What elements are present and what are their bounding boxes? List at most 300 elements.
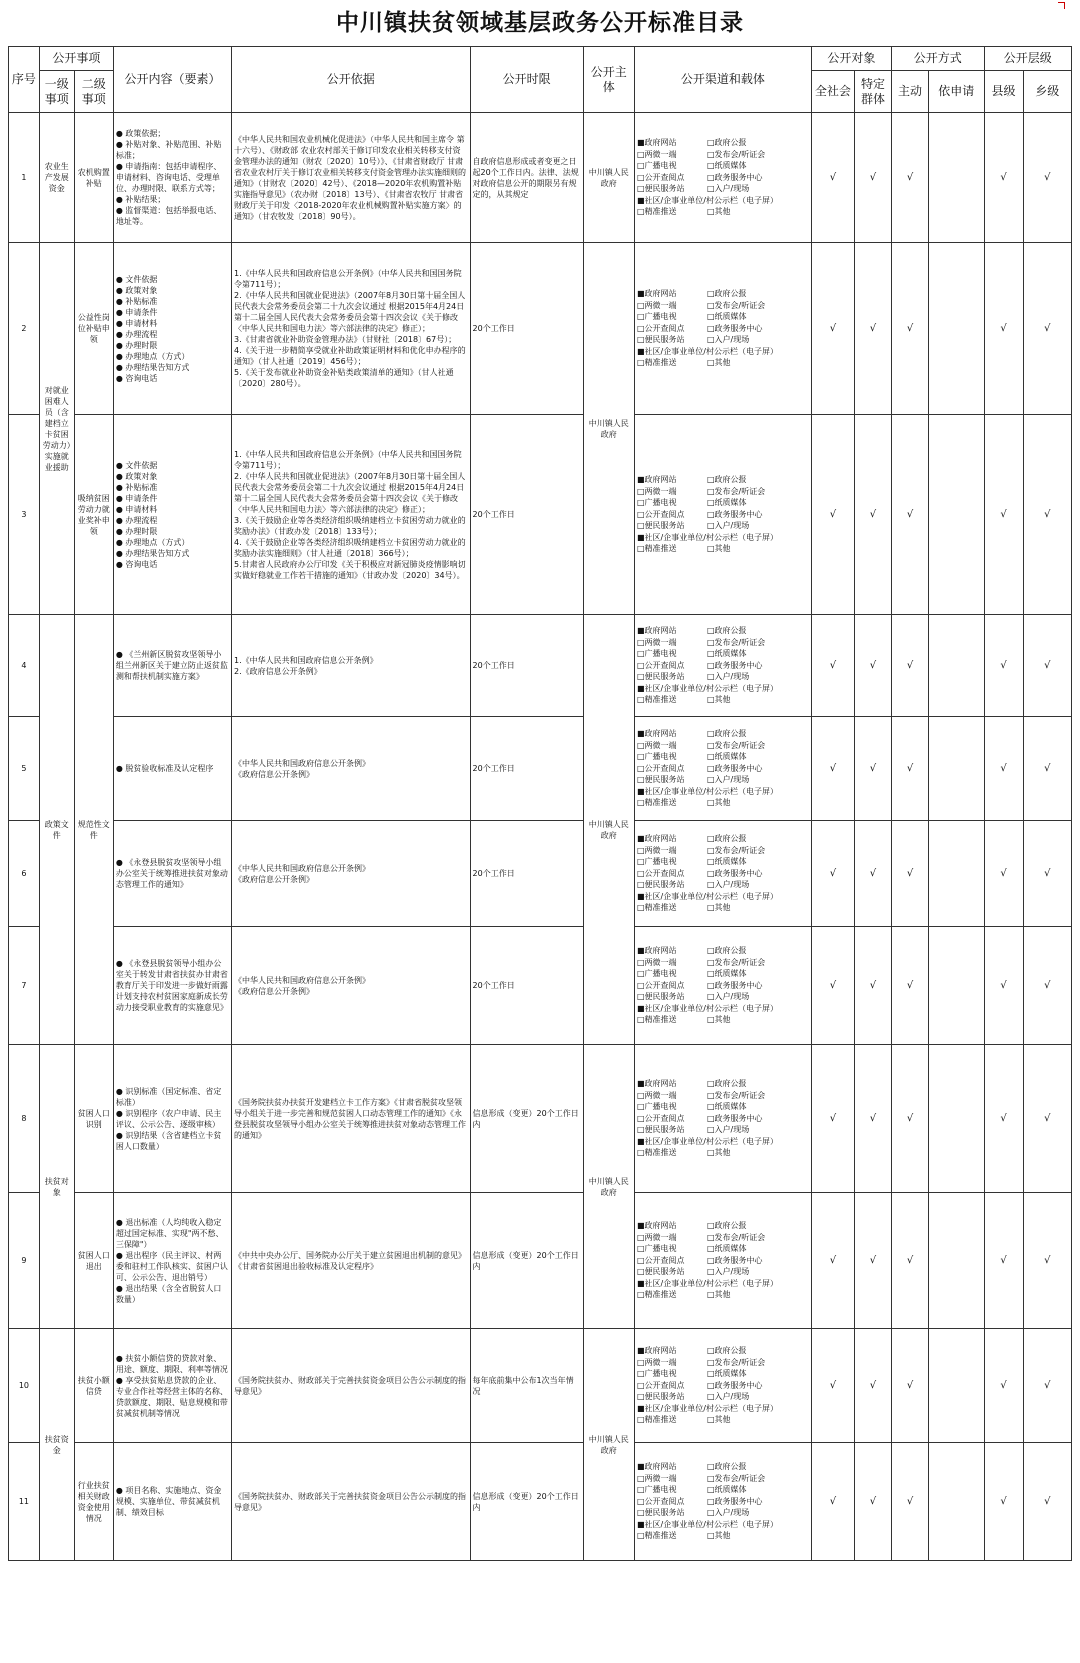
row-content [113, 821, 231, 927]
channel-option: □便民服务站 [637, 880, 685, 890]
row-check-mark: √ [854, 1329, 891, 1443]
row-check-mark [929, 243, 985, 415]
channel-option: ■社区/企事业单位/村公示栏（电子屏） [637, 195, 778, 205]
channel-option: □广播电视 [637, 1102, 677, 1112]
channel-option: □政务服务中心 [707, 763, 763, 773]
channel-option: □政务服务中心 [707, 172, 763, 182]
table-row [9, 1045, 1072, 1193]
channel-option: □便民服务站 [637, 1125, 685, 1135]
channel-option: □广播电视 [637, 161, 677, 171]
row-subject: 中川镇人民政府 [583, 1045, 634, 1329]
row-time: 每年底前集中公布1次当年情况 [470, 1329, 583, 1443]
header-item: 公开事项 [39, 47, 113, 71]
basis-item: 4.《关于鼓励企业等各类经济组织吸纳建档立卡贫困劳动力就业的奖励办法实施细则》（甘人社通〔2018〕366号）； [234, 537, 466, 558]
row-basis [232, 1443, 470, 1561]
row-basis [232, 113, 470, 243]
row-seq: 7 [9, 927, 40, 1045]
row-level2: 农机购置补贴 [74, 113, 113, 243]
table-row [9, 927, 1072, 1045]
row-content [113, 1443, 231, 1561]
channel-option: □入户/现场 [707, 1125, 750, 1135]
channel-option: □便民服务站 [637, 1267, 685, 1277]
header-method: 公开方式 [892, 47, 985, 71]
basis-item: 《国务院扶贫办扶贫开发建档立卡工作方案》《甘肃省脱贫攻坚领导小组关于进一步完善和规范贫困人口动态管理工作的通知》《永登县脱贫攻坚领导小组办公室关于统筹推进扶贫对象动态管理工作的通知》 [234, 1097, 467, 1140]
channel-option: ■社区/企事业单位/村公示栏（电子屏） [637, 1403, 778, 1413]
content-item: ● 享受扶贫贴息贷款的企业、专业合作社等经营主体的名称、贷款额度、期限、贴息规模和带贫减贫机制等情况 [115, 1375, 228, 1418]
table-row [9, 415, 1072, 615]
row-check-mark: √ [984, 415, 1023, 615]
header-time: 公开时限 [470, 47, 583, 113]
channel-option: □纸质媒体 [707, 1244, 747, 1254]
channel-option: □两微一端 [637, 300, 677, 310]
content-item: ● 文件依据 [115, 274, 158, 284]
row-content [113, 1329, 231, 1443]
catalog-table [8, 46, 1072, 1561]
row-channels [635, 1193, 812, 1329]
channel-option: ■社区/企事业单位/村公示栏（电子屏） [637, 1519, 778, 1529]
content-item: ● 识别程序（农户申请、民主评议、公示公告、逐级审核） [115, 1108, 222, 1129]
basis-item: 1.《中华人民共和国政府信息公开条例》（中华人民共和国国务院令第711号）； [234, 449, 462, 470]
channel-option: □广播电视 [637, 857, 677, 867]
basis-item: 《中华人民共和国政府信息公开条例》 [234, 863, 371, 873]
content-item: ● 退出标准（人均纯收入稳定超过国定标准、实现"两不愁、三保障"） [115, 1217, 224, 1249]
content-item: ● 办理地点（方式） [115, 537, 190, 547]
row-check-mark: √ [984, 1045, 1023, 1193]
channel-option: □两微一端 [637, 1090, 677, 1100]
channel-option: ■社区/企事业单位/村公示栏（电子屏） [637, 786, 778, 796]
row-basis [232, 1193, 470, 1329]
basis-item: 3.《关于鼓励企业等各类经济组织吸纳建档立卡贫困劳动力就业的奖励办法》（甘政办发〔2018〕133号）； [234, 515, 466, 536]
channel-option: □便民服务站 [637, 521, 685, 531]
channel-option: □政务服务中心 [707, 509, 763, 519]
row-check-mark: √ [892, 1193, 929, 1329]
table-row [9, 717, 1072, 821]
row-time: 20个工作日 [470, 415, 583, 615]
channel-option: □纸质媒体 [707, 1369, 747, 1379]
row-subject: 中川镇人民政府 [583, 113, 634, 243]
channel-option: □纸质媒体 [707, 1102, 747, 1112]
row-content [113, 717, 231, 821]
channel-option: □政务服务中心 [707, 980, 763, 990]
basis-item: 《中华人民共和国政府信息公开条例》 [234, 975, 371, 985]
row-check-mark: √ [892, 1443, 929, 1561]
row-check-mark: √ [854, 1193, 891, 1329]
row-check-mark: √ [1023, 1329, 1071, 1443]
channel-option: ■政府网站 [637, 626, 677, 636]
channel-option: ■政府网站 [637, 729, 677, 739]
header-county: 县级 [984, 71, 1023, 113]
row-check-mark: √ [892, 927, 929, 1045]
row-check-mark: √ [811, 821, 854, 927]
channel-option: □公开查阅点 [637, 323, 685, 333]
row-time: 20个工作日 [470, 615, 583, 717]
header-target: 公开对象 [811, 47, 891, 71]
channel-option: □入户/现场 [707, 521, 750, 531]
basis-item: 《政府信息公开条例》 [234, 769, 315, 779]
row-level1: 农业生产发展资金 [39, 113, 74, 243]
row-channels [635, 1443, 812, 1561]
row-check-mark: √ [892, 243, 929, 415]
row-check-mark: √ [892, 717, 929, 821]
channel-option: □政府公报 [707, 289, 747, 299]
row-check-mark: √ [854, 1443, 891, 1561]
channel-option: □公开查阅点 [637, 172, 685, 182]
row-seq: 11 [9, 1443, 40, 1561]
header-channel: 公开渠道和载体 [635, 47, 812, 113]
channel-option: □公开查阅点 [637, 1380, 685, 1390]
channel-option: □广播电视 [637, 498, 677, 508]
row-subject: 中川镇人民政府 [583, 1329, 634, 1561]
row-seq: 10 [9, 1329, 40, 1443]
row-channels [635, 113, 812, 243]
basis-item: 《中华人民共和国政府信息公开条例》 [234, 758, 371, 768]
row-seq: 4 [9, 615, 40, 717]
table-row [9, 615, 1072, 717]
basis-item: 1.《中华人民共和国政府信息公开条例》（中华人民共和国国务院令第711号）； [234, 269, 462, 289]
row-check-mark: √ [1023, 821, 1071, 927]
channel-option: □便民服务站 [637, 1392, 685, 1402]
row-check-mark: √ [892, 1045, 929, 1193]
channel-option: □纸质媒体 [707, 969, 747, 979]
channel-option: □政务服务中心 [707, 1255, 763, 1265]
channel-option: □其他 [707, 358, 731, 368]
row-check-mark: √ [854, 113, 891, 243]
channel-option: □公开查阅点 [637, 763, 685, 773]
channel-option: ■政府网站 [637, 834, 677, 844]
content-item: ● 办理地点（方式） [115, 351, 190, 361]
content-item: ● 补贴标准 [115, 296, 158, 306]
row-content [113, 415, 231, 615]
basis-item: 4.《关于进一步精简享受就业补助政策证明材料和优化申办程序的通知》（甘人社通〔2019〕456号）； [234, 346, 466, 366]
channel-option: □发布会/听证会 [707, 1090, 766, 1100]
row-check-mark: √ [811, 113, 854, 243]
basis-item: 3.《甘肃省就业补助资金管理办法》（甘财社〔2018〕67号）； [234, 335, 457, 344]
channel-option: □政府公报 [707, 1346, 747, 1356]
channel-option: □发布会/听证会 [707, 637, 766, 647]
content-item: ● 办理流程 [115, 329, 158, 339]
row-check-mark: √ [984, 615, 1023, 717]
channel-option: □纸质媒体 [707, 752, 747, 762]
channel-option: ■社区/企事业单位/村公示栏（电子屏） [637, 532, 778, 542]
channel-option: ■政府网站 [637, 138, 677, 148]
header-content: 公开内容（要素） [113, 47, 231, 113]
channel-option: ■政府网站 [637, 1346, 677, 1356]
row-basis [232, 243, 470, 415]
row-basis [232, 615, 470, 717]
channel-option: □精准推送 [637, 1015, 677, 1025]
row-check-mark: √ [984, 1443, 1023, 1561]
row-time: 信息形成（变更）20个工作日内 [470, 1045, 583, 1193]
row-level2: 扶贫小额信贷 [74, 1329, 113, 1443]
table-row [9, 1329, 1072, 1443]
content-item: ● 文件依据 [115, 460, 158, 470]
content-item: ● 项目名称、实施地点、资金规模、实施单位、带贫减贫机制、绩效目标 [115, 1486, 222, 1517]
table-row [9, 1193, 1072, 1329]
channel-option: □政府公报 [707, 1079, 747, 1089]
channel-option: ■政府网站 [637, 946, 677, 956]
row-level2: 贫困人口识别 [74, 1045, 113, 1193]
channel-option: □发布会/听证会 [707, 1473, 766, 1483]
row-seq: 9 [9, 1193, 40, 1329]
content-item: ● 办理结果告知方式 [115, 548, 190, 558]
channel-option: □广播电视 [637, 649, 677, 659]
channel-option: □两微一端 [637, 637, 677, 647]
content-item: ● 办理时限 [115, 340, 158, 350]
content-item: ● 退出结果（含全省脱贫人口数量） [115, 1283, 222, 1304]
content-item: ● 脱贫验收标准及认定程序 [115, 764, 214, 773]
channel-option: □入户/现场 [707, 880, 750, 890]
row-check-mark: √ [1023, 415, 1071, 615]
row-check-mark: √ [1023, 717, 1071, 821]
row-content [113, 1193, 231, 1329]
row-check-mark: √ [1023, 615, 1071, 717]
row-time: 信息形成（变更）20个工作日内 [470, 1443, 583, 1561]
channel-option: □公开查阅点 [637, 980, 685, 990]
row-channels [635, 415, 812, 615]
channel-option: □入户/现场 [707, 1267, 750, 1277]
channel-option: □两微一端 [637, 740, 677, 750]
channel-option: □政务服务中心 [707, 868, 763, 878]
channel-option: □精准推送 [637, 1148, 677, 1158]
row-check-mark [929, 1443, 985, 1561]
channel-option: □公开查阅点 [637, 1113, 685, 1123]
content-item: ● 《永登县脱贫领导小组办公室关于转发甘肃省扶贫办甘肃省教育厅关于印发进一步做好雨露计划支持农村贫困家庭新成长劳动力接受职业教育的实施意见》 [115, 959, 228, 1012]
channel-option: □纸质媒体 [707, 649, 747, 659]
row-channels [635, 243, 812, 415]
content-item: ● 识别标准（国定标准、省定标准） [115, 1086, 222, 1107]
channel-option: □发布会/听证会 [707, 1357, 766, 1367]
row-basis [232, 927, 470, 1045]
channel-option: □两微一端 [637, 1473, 677, 1483]
channel-option: ■政府网站 [637, 289, 677, 299]
basis-item: 5.《关于发布就业补助资金补贴类政策清单的通知》（甘人社通〔2020〕280号）。 [234, 368, 454, 388]
row-check-mark: √ [811, 927, 854, 1045]
channel-option: □入户/现场 [707, 992, 750, 1002]
basis-item: 《中华人民共和国农业机械化促进法》（中华人民共和国主席令 第十六号）、《财政部 农业农村部关于修订印发农业相关转移支付资金管理办法的通知（财农〔2020〕10号）》、《甘肃省财政厅 甘肃省农业农村厅关于修订农业相关转移支付资金管理办法实施细则的通知》（甘财农〔2020〕42号）、《2018—2020年农机购置补贴实施指导意见》（农办财〔2018〕13号）、《甘肃省农牧厅 甘肃省财政厅关于印发〈2018-2020年农业机械购置补贴实施方案〉的通知》（甘农牧发〔2018〕90号）。 [234, 134, 467, 221]
row-check-mark [929, 415, 985, 615]
channel-option: □广播电视 [637, 1244, 677, 1254]
channel-option: □便民服务站 [637, 335, 685, 345]
channel-option: □广播电视 [637, 752, 677, 762]
row-level2: 贫困人口退出 [74, 1193, 113, 1329]
channel-option: □两微一端 [637, 845, 677, 855]
channel-option: □发布会/听证会 [707, 1232, 766, 1242]
row-check-mark: √ [854, 243, 891, 415]
row-check-mark [929, 1329, 985, 1443]
channel-option: □发布会/听证会 [707, 300, 766, 310]
channel-option: □其他 [707, 1290, 731, 1300]
basis-item: 《国务院扶贫办、财政部关于完善扶贫资金项目公告公示制度的指导意见》 [234, 1491, 467, 1512]
row-seq: 6 [9, 821, 40, 927]
row-check-mark: √ [811, 1193, 854, 1329]
basis-item: 《国务院扶贫办、财政部关于完善扶贫资金项目公告公示制度的指导意见》 [234, 1375, 467, 1396]
basis-item: 1.《中华人民共和国政府信息公开条例》 [234, 655, 378, 665]
channel-option: □发布会/听证会 [707, 149, 766, 159]
channel-option: □精准推送 [637, 903, 677, 913]
row-subject: 中川镇人民政府 [583, 615, 634, 1045]
row-channels [635, 1329, 812, 1443]
channel-option: □纸质媒体 [707, 312, 747, 322]
basis-item: 2.《中华人民共和国就业促进法》（2007年8月30日第十届全国人民代表大会常务委员会第二十九次会议通过 根据2015年4月24日第十二届全国人民代表大会常务委员会第十四次会议《关于修改〈中华人民共和国电力法〉等六部法律的决定》修正）； [234, 471, 466, 514]
content-item: ● 识别结果（含省建档立卡贫困人口数量） [115, 1130, 222, 1151]
channel-option: □发布会/听证会 [707, 740, 766, 750]
row-time: 20个工作日 [470, 717, 583, 821]
channel-option: □公开查阅点 [637, 509, 685, 519]
channel-option: □广播电视 [637, 312, 677, 322]
channel-option: □入户/现场 [707, 184, 750, 194]
content-item: ● 申请材料 [115, 504, 158, 514]
content-item: ● 补贴标准 [115, 482, 158, 492]
header-level2: 二级事项 [74, 71, 113, 113]
header-active: 主动 [892, 71, 929, 113]
channel-option: □纸质媒体 [707, 161, 747, 171]
channel-option: □公开查阅点 [637, 660, 685, 670]
row-check-mark [929, 1045, 985, 1193]
row-check-mark: √ [984, 821, 1023, 927]
row-check-mark: √ [984, 717, 1023, 821]
header-seq: 序号 [9, 47, 40, 113]
content-item: ● 办理流程 [115, 515, 158, 525]
table-body [9, 113, 1072, 1561]
row-level2: 行业扶贫相关财政资金使用情况 [74, 1443, 113, 1561]
page [8, 0, 1072, 1561]
row-time: 20个工作日 [470, 927, 583, 1045]
row-check-mark [929, 717, 985, 821]
channel-option: □纸质媒体 [707, 498, 747, 508]
channel-option: □两微一端 [637, 957, 677, 967]
channel-option: □精准推送 [637, 544, 677, 554]
row-seq: 2 [9, 243, 40, 415]
channel-option: □其他 [707, 695, 731, 705]
row-channels [635, 1045, 812, 1193]
channel-option: □公开查阅点 [637, 1255, 685, 1265]
content-item: ● 补贴结果； [115, 195, 166, 204]
row-check-mark: √ [892, 821, 929, 927]
row-seq: 8 [9, 1045, 40, 1193]
row-content [113, 927, 231, 1045]
row-check-mark: √ [811, 1045, 854, 1193]
content-item: ● 申请条件 [115, 493, 158, 503]
row-check-mark: √ [854, 415, 891, 615]
channel-option: □精准推送 [637, 1531, 677, 1541]
row-check-mark: √ [1023, 1193, 1071, 1329]
row-check-mark: √ [1023, 927, 1071, 1045]
row-check-mark: √ [811, 1329, 854, 1443]
row-level2: 公益性岗位补贴申领 [74, 243, 113, 415]
row-time: 自政府信息形成或者变更之日起20个工作日内。法律、法规对政府信息公开的期限另有规定的，从其规定 [470, 113, 583, 243]
channel-option: □政务服务中心 [707, 323, 763, 333]
channel-option: □其他 [707, 544, 731, 554]
row-check-mark: √ [854, 615, 891, 717]
row-check-mark: √ [811, 717, 854, 821]
channel-option: □政务服务中心 [707, 1496, 763, 1506]
header-level1: 一级事项 [39, 71, 74, 113]
channel-option: ■社区/企事业单位/村公示栏（电子屏） [637, 1136, 778, 1146]
row-check-mark: √ [984, 1193, 1023, 1329]
header-whole: 全社会 [811, 71, 854, 113]
row-check-mark: √ [984, 113, 1023, 243]
channel-option: □其他 [707, 798, 731, 808]
content-item: ● 补贴对象、补贴范围、补贴标准； [115, 140, 222, 160]
row-channels [635, 821, 812, 927]
channel-option: □精准推送 [637, 798, 677, 808]
row-basis [232, 415, 470, 615]
channel-option: □两微一端 [637, 1357, 677, 1367]
channel-option: ■社区/企事业单位/村公示栏（电子屏） [637, 1278, 778, 1288]
row-content [113, 243, 231, 415]
content-item: ● 申请条件 [115, 307, 158, 317]
content-item: ● 办理时限 [115, 526, 158, 536]
row-level1: 扶贫资金 [39, 1329, 74, 1561]
channel-option: □政府公报 [707, 138, 747, 148]
row-check-mark: √ [854, 1045, 891, 1193]
table-row [9, 821, 1072, 927]
row-content [113, 1045, 231, 1193]
content-item: ● 办理结果告知方式 [115, 362, 190, 372]
channel-option: □精准推送 [637, 1290, 677, 1300]
channel-option: □政府公报 [707, 1221, 747, 1231]
basis-item: 《政府信息公开条例》 [234, 986, 315, 996]
channel-option: □两微一端 [637, 149, 677, 159]
channel-option: □其他 [707, 1415, 731, 1425]
row-check-mark: √ [811, 415, 854, 615]
row-time: 20个工作日 [470, 243, 583, 415]
table-row [9, 1443, 1072, 1561]
row-check-mark: √ [1023, 1045, 1071, 1193]
channel-option: □其他 [707, 1531, 731, 1541]
basis-item: 2.《中华人民共和国就业促进法》（2007年8月30日第十届全国人民代表大会常务委员会第二十九次会议通过 根据2015年4月24日第十二届全国人民代表大会常务委员会第十四次会议《关于修改〈中华人民共和国电力法〉等六部法律的决定》修正）； [234, 291, 466, 333]
row-level1: 扶贫对象 [39, 1045, 74, 1329]
channel-option: ■社区/企事业单位/村公示栏（电子屏） [637, 683, 778, 693]
channel-option: □便民服务站 [637, 992, 685, 1002]
row-level2: 规范性文件 [74, 615, 113, 1045]
channel-option: □入户/现场 [707, 335, 750, 345]
channel-option: □便民服务站 [637, 1508, 685, 1518]
channel-option: □精准推送 [637, 207, 677, 217]
row-channels [635, 717, 812, 821]
corner-mark [1058, 2, 1065, 9]
channel-option: □广播电视 [637, 1369, 677, 1379]
content-item: ● 政策对象 [115, 471, 158, 481]
channel-option: □两微一端 [637, 486, 677, 496]
channel-option: □政府公报 [707, 834, 747, 844]
channel-option: □政务服务中心 [707, 660, 763, 670]
channel-option: □入户/现场 [707, 672, 750, 682]
row-basis [232, 1329, 470, 1443]
row-level1: 对就业困难人员（含建档立卡贫困劳动力）实施就业援助 [39, 243, 74, 615]
header-level: 公开层级 [984, 47, 1071, 71]
channel-option: □纸质媒体 [707, 857, 747, 867]
channel-option: □便民服务站 [637, 184, 685, 194]
channel-option: □其他 [707, 903, 731, 913]
row-check-mark: √ [811, 1443, 854, 1561]
header-subject: 公开主体 [583, 47, 634, 113]
basis-item: 《政府信息公开条例》 [234, 874, 315, 884]
page-title: 中川镇扶贫领域基层政务公开标准目录 [336, 9, 744, 36]
row-check-mark: √ [811, 243, 854, 415]
channel-option: ■政府网站 [637, 1462, 677, 1472]
row-basis [232, 717, 470, 821]
row-basis [232, 1045, 470, 1193]
row-time: 信息形成（变更）20个工作日内 [470, 1193, 583, 1329]
content-item: ● 扶贫小额信贷的贷款对象、用途、额度、期限、利率等情况 [115, 1353, 228, 1374]
channel-option: ■政府网站 [637, 1221, 677, 1231]
content-item: ● 退出程序（民主评议、村两委和驻村工作队核实、贫困户认可、公示公告、退出销号） [115, 1250, 228, 1282]
channel-option: □两微一端 [637, 1232, 677, 1242]
row-check-mark: √ [1023, 243, 1071, 415]
header-specific: 特定群体 [854, 71, 891, 113]
channel-option: □政务服务中心 [707, 1380, 763, 1390]
